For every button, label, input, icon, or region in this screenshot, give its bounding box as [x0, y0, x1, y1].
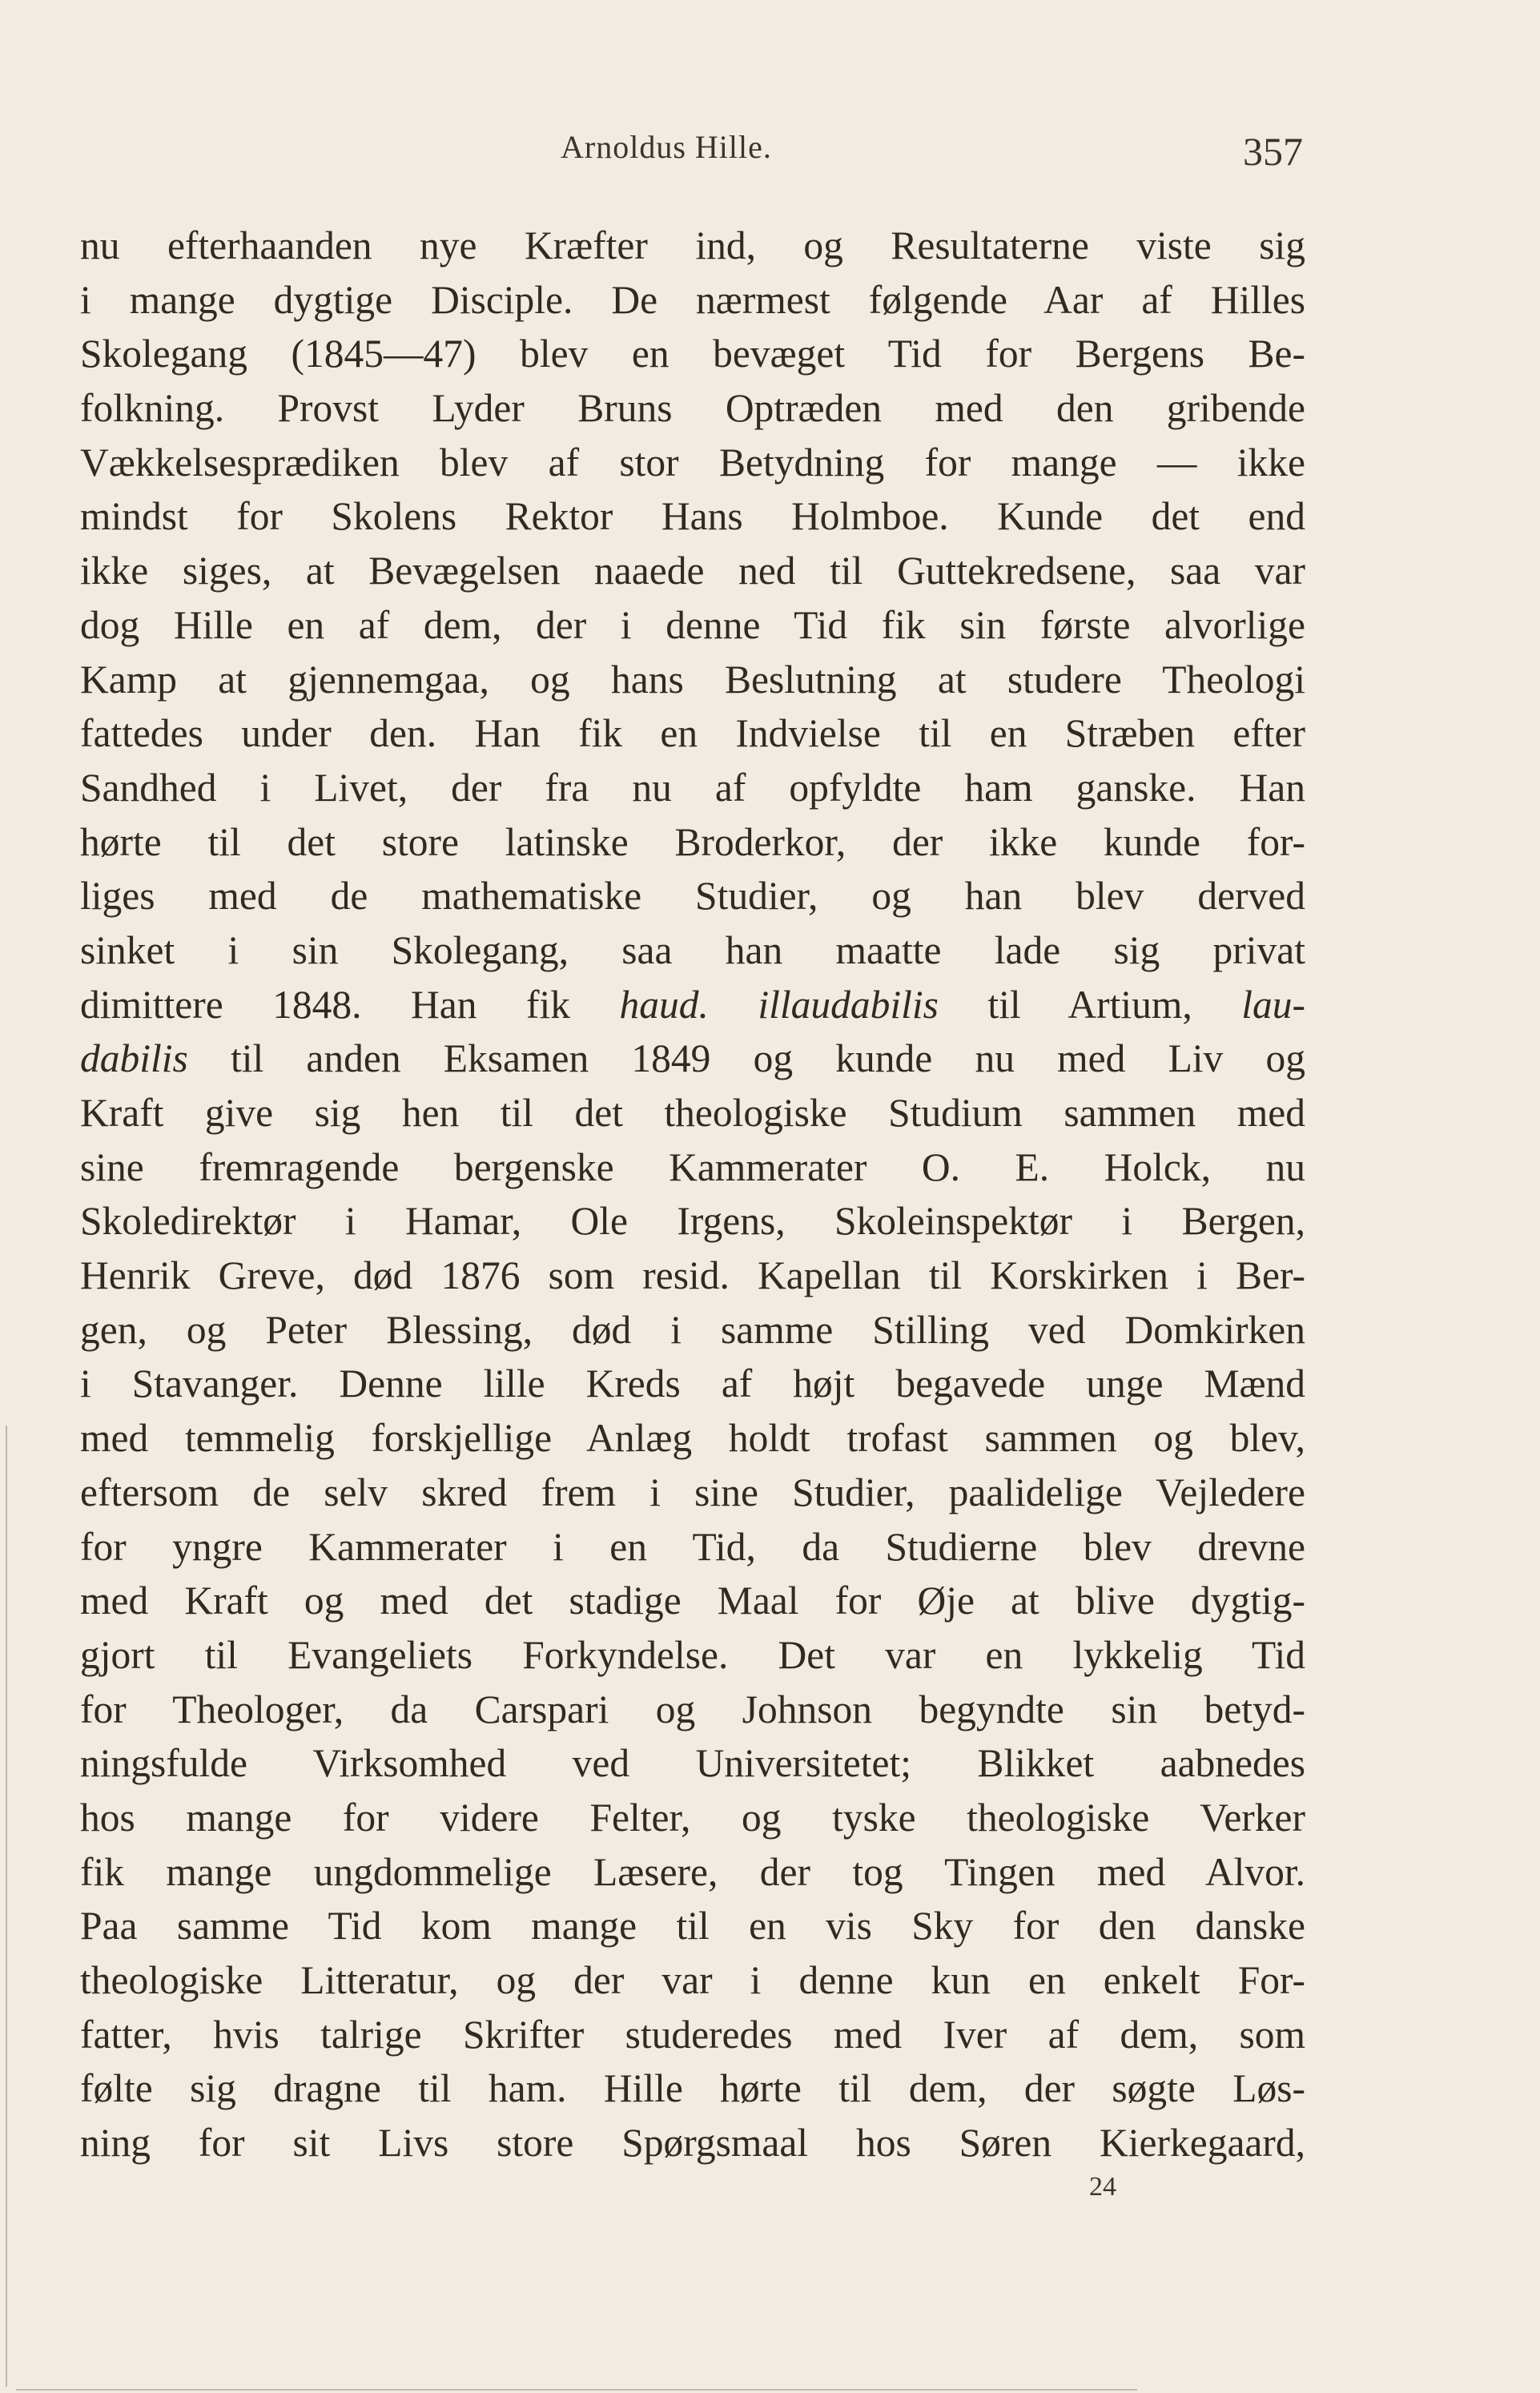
text-line — [80, 1574, 1305, 1628]
text-line — [80, 598, 1305, 653]
text-line — [80, 1899, 1305, 1953]
text-line — [80, 381, 1305, 436]
italic-text: lau- — [1241, 982, 1305, 1027]
page-number: 357 — [1243, 129, 1303, 174]
text-line — [80, 489, 1305, 544]
text-segment: Kraft give sig hen til det theologiske Studium sammen med — [80, 1091, 1305, 1135]
text-segment: følte sig dragne til ham. Hille hørte til dem, der søgte Løs- — [80, 2066, 1305, 2111]
text-segment: hos mange for videre Felter, og tyske theologiske Verker — [80, 1795, 1305, 1840]
text-segment: Vækkelsesprædiken blev af stor Betydning for mange — ikke — [80, 440, 1305, 485]
text-line — [80, 1628, 1305, 1683]
text-line — [80, 1736, 1305, 1791]
text-segment: Kamp at gjennemgaa, og hans Beslutning at studere Theologi — [80, 657, 1305, 702]
text-segment: liges med de mathematiske Studier, og han blev derved — [80, 874, 1305, 919]
running-head: Arnoldus Hille. — [561, 129, 772, 165]
text-segment: ningsfulde Virksomhed ved Universitetet; Blikket aabnedes — [80, 1741, 1305, 1786]
text-line — [80, 2116, 1305, 2170]
italic-text: haud. illaudabilis — [619, 982, 939, 1027]
text-segment: Henrik Greve, død 1876 som resid. Kapellan til Korskirken i Ber- — [80, 1253, 1305, 1298]
body-text — [80, 219, 1305, 2170]
text-line — [80, 1357, 1305, 1411]
signature-mark: 24 — [1089, 2172, 1116, 2202]
text-segment: for yngre Kammerater i en Tid, da Studierne blev drevne — [80, 1524, 1305, 1569]
text-line — [80, 869, 1305, 923]
text-line — [80, 1303, 1305, 1357]
text-line — [80, 273, 1305, 328]
text-segment: dimittere 1848. Han fik — [80, 982, 620, 1027]
text-segment: mindst for Skolens Rektor Hans Holmboe. Kunde det end — [80, 494, 1305, 539]
text-segment: Skoledirektør i Hamar, Ole Irgens, Skoleinspektør i Bergen, — [80, 1199, 1305, 1244]
text-segment: ning for sit Livs store Spørgsmaal hos Søren Kierkegaard, — [80, 2121, 1305, 2166]
italic-text: dabilis — [80, 1036, 188, 1081]
text-line — [80, 761, 1305, 815]
text-line — [80, 1683, 1305, 1737]
text-segment: theologiske Litteratur, og der var i denne kun en enkelt For- — [80, 1958, 1305, 2002]
text-line — [80, 1249, 1305, 1303]
text-segment: med temmelig forskjellige Anlæg holdt trofast sammen og blev, — [80, 1416, 1305, 1461]
text-line — [80, 544, 1305, 598]
text-segment: i mange dygtige Disciple. De nærmest følgende Aar af Hilles — [80, 277, 1305, 322]
text-segment: i Stavanger. Denne lille Kreds af højt begavede unge Mænd — [80, 1361, 1305, 1406]
text-line — [80, 2008, 1305, 2062]
page-edge-shadow — [6, 1426, 7, 2387]
text-segment: fattedes under den. Han fik en Indvielse til en Stræben efter — [80, 711, 1305, 756]
text-line — [80, 815, 1305, 870]
text-segment: sinket i sin Skolegang, saa han maatte lade sig privat — [80, 927, 1305, 972]
text-segment: til Artium, — [938, 982, 1242, 1027]
text-segment: fatter, hvis talrige Skrifter studeredes med Iver af dem, som — [80, 2012, 1305, 2057]
text-line — [80, 1953, 1305, 2008]
text-line — [80, 436, 1305, 490]
text-line — [80, 2061, 1305, 2116]
text-segment: fik mange ungdommelige Læsere, der tog Tingen med Alvor. — [80, 1849, 1305, 1894]
text-segment: hørte til det store latinske Broderkor, der ikke kunde for- — [80, 819, 1305, 864]
text-line — [80, 1194, 1305, 1249]
text-line — [80, 923, 1305, 978]
text-segment: Paa samme Tid kom mange til en vis Sky for den danske — [80, 1904, 1305, 1949]
text-line — [80, 1466, 1305, 1520]
text-segment: gjort til Evangeliets Forkyndelse. Det var en lykkelig Tid — [80, 1632, 1305, 1677]
text-segment: ikke siges, at Bevægelsen naaede ned til Guttekredsene, saa var — [80, 549, 1305, 593]
text-line — [80, 653, 1305, 707]
text-segment: Sandhed i Livet, der fra nu af opfyldte ham ganske. Han — [80, 765, 1305, 810]
text-segment: for Theologer, da Carspari og Johnson begyndte sin betyd- — [80, 1687, 1305, 1731]
text-line — [80, 327, 1305, 381]
page-bottom-edge — [16, 2389, 1137, 2391]
text-segment: gen, og Peter Blessing, død i samme Stilling ved Domkirken — [80, 1307, 1305, 1352]
text-segment: folkning. Provst Lyder Bruns Optræden med den gribende — [80, 386, 1305, 431]
text-segment: Skolegang (1845—47) blev en bevæget Tid for Bergens Be- — [80, 332, 1305, 376]
text-line — [80, 1140, 1305, 1195]
text-segment: sine fremragende bergenske Kammerater O. E. Holck, nu — [80, 1144, 1305, 1189]
text-line — [80, 1411, 1305, 1466]
text-segment: nu efterhaanden nye Kræfter ind, og Resultaterne viste sig — [80, 223, 1305, 267]
text-line — [80, 978, 1305, 1032]
text-line — [80, 1791, 1305, 1845]
text-line — [80, 1520, 1305, 1575]
text-line — [80, 1032, 1305, 1086]
text-line — [80, 1845, 1305, 1900]
text-line — [80, 706, 1305, 761]
text-segment: dog Hille en af dem, der i denne Tid fik sin første alvorlige — [80, 602, 1305, 647]
text-segment: eftersom de selv skred frem i sine Studier, paalidelige Vejledere — [80, 1470, 1305, 1514]
text-segment: med Kraft og med det stadige Maal for Øje at blive dygtig- — [80, 1579, 1305, 1623]
text-segment: til anden Eksamen 1849 og kunde nu med Liv og — [187, 1036, 1305, 1081]
text-line — [80, 219, 1305, 273]
text-line — [80, 1086, 1305, 1140]
